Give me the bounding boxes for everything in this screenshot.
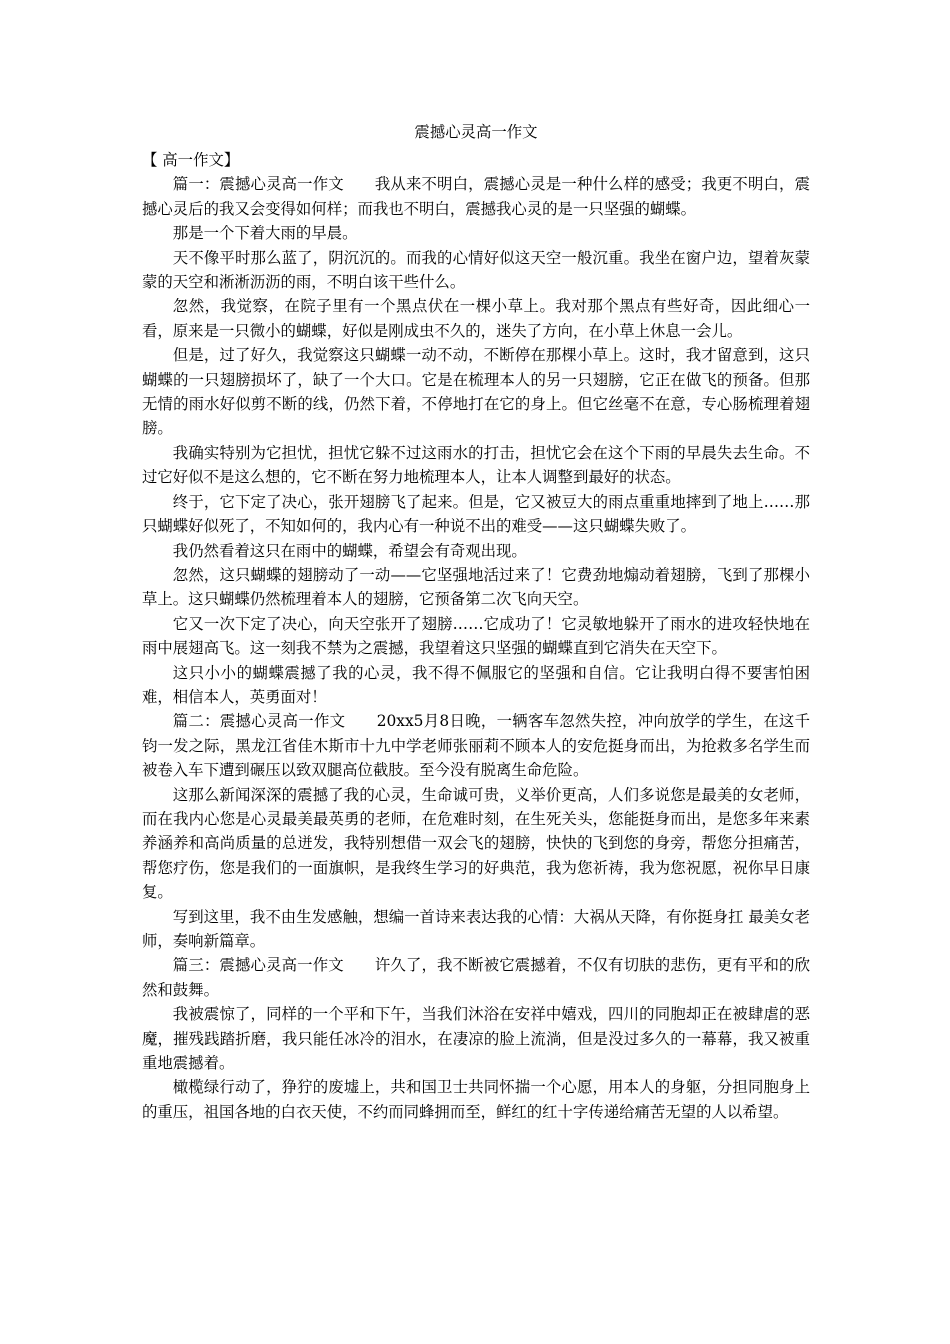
paragraph: 篇二：震撼心灵高一作文 20xx5月8日晚，一辆客车忽然失控，冲向放学的学生，在这千钧一发之际，黑龙江省佳木斯市十九中学老师张丽莉不顾本人的安危挺身而出，为抢救多名学生而被卷入车下遭到碾压以致双腿高位截肢。至今没有脱离生命危险。 — [142, 712, 810, 780]
paragraph: 终于，它下定了决心，张开翅膀飞了起来。但是，它又被豆大的雨点重重地摔到了地上……那只蝴蝶好似死了，不知如何的，我内心有一种说不出的难受——这只蝴蝶失败了。 — [142, 492, 810, 536]
paragraph: 天不像平时那么蓝了，阴沉沉的。而我的心情好似这天空一般沉重。我坐在窗户边，望着灰蒙蒙的天空和淅淅沥沥的雨，不明白该干些什么。 — [142, 248, 810, 292]
paragraph: 这只小小的蝴蝶震撼了我的心灵，我不得不佩服它的坚强和自信。它让我明白得不要害怕困难，相信本人，英勇面对！ — [142, 663, 810, 706]
document-title: 震撼心灵高一作文 — [414, 123, 538, 141]
paragraph: 但是，过了好久，我觉察这只蝴蝶一动不动，不断停在那棵小草上。这时，我才留意到，这只蝴蝶的一只翅膀损坏了，缺了一个大口。它是在梳理本人的另一只翅膀，它正在做飞的预备。但那无情的雨水好似剪不断的线，仍然下着，不停地打在它的身上。但它丝毫不在意，专心肠梳理着翅膀。 — [142, 346, 810, 438]
paragraph: 篇三：震撼心灵高一作文 许久了，我不断被它震撼着，不仅有切肤的悲伤，更有平和的欣然和鼓舞。 — [142, 956, 810, 999]
paragraph: 它又一次下定了决心，向天空张开了翅膀……它成功了！它灵敏地躲开了雨水的进攻轻快地在雨中展翅高飞。这一刻我不禁为之震撼，我望着这只坚强的蝴蝶直到它消失在天空下。 — [142, 614, 810, 658]
paragraph: 忽然，我觉察，在院子里有一个黑点伏在一棵小草上。我对那个黑点有些好奇，因此细心一看，原来是一只微小的蝴蝶，好似是刚成虫不久的，迷失了方向，在小草上休息一会儿。 — [142, 297, 810, 340]
category-tag: 【 高一作文】 — [142, 151, 240, 169]
paragraph: 那是一个下着大雨的早晨。 — [172, 224, 358, 243]
paragraph: 我被震惊了，同样的一个平和下午，当我们沐浴在安祥中嬉戏，四川的同胞却正在被肆虐的恶魔，摧残践踏折磨，我只能任冰冷的泪水，在凄凉的脸上流淌，但是没过多久的一幕幕，我又被重重地震撼着。 — [142, 1005, 810, 1073]
paragraph: 这那么新闻深深的震撼了我的心灵，生命诚可贵，义举价更高，人们多说您是最美的女老师，而在我内心您是心灵最美最英勇的老师，在危难时刻，在生死关头，您能挺身而出，是您多年来素养涵养和高尚质量的总迸发，我特别想借一双会飞的翅膀，快快的飞到您的身旁，帮您分担痛苦，帮您疗伤，您是我们的一面旗帜，是我终生学习的好典范，我为您祈祷，我为您祝愿，祝你早日康复。 — [142, 785, 810, 902]
paragraph: 我确实特别为它担忧，担忧它躲不过这雨水的打击，担忧它会在这个下雨的早晨失去生命。不过它好似不是这么想的，它不断在努力地梳理本人，让本人调整到最好的状态。 — [142, 443, 810, 487]
document-body — [142, 172, 810, 1124]
paragraph: 我仍然看着这只在雨中的蝴蝶，希望会有奇观出现。 — [172, 541, 527, 560]
paragraph: 写到这里，我不由生发感触，想编一首诗来表达我的心情：大祸从天降，有你挺身扛 最美女老师，奏响新篇章。 — [142, 907, 810, 950]
document-page — [142, 120, 810, 1124]
paragraph: 忽然，这只蝴蝶的翅膀动了一动——它坚强地活过来了！它费劲地煽动着翅膀，飞到了那棵小草上。这只蝴蝶仍然梳理着本人的翅膀，它预备第二次飞向天空。 — [142, 565, 810, 609]
paragraph: 篇一：震撼心灵高一作文 我从来不明白，震撼心灵是一种什么样的感受；我更不明白，震撼心灵后的我又会变得如何样；而我也不明白，震撼我心灵的是一只坚强的蝴蝶。 — [142, 175, 810, 218]
paragraph: 橄榄绿行动了，狰狞的废墟上，共和国卫士共同怀揣一个心愿，用本人的身躯，分担同胞身上的重压，祖国各地的白衣天使，不约而同蜂拥而至，鲜红的红十字传递给痛苦无望的人以希望。 — [142, 1078, 810, 1121]
